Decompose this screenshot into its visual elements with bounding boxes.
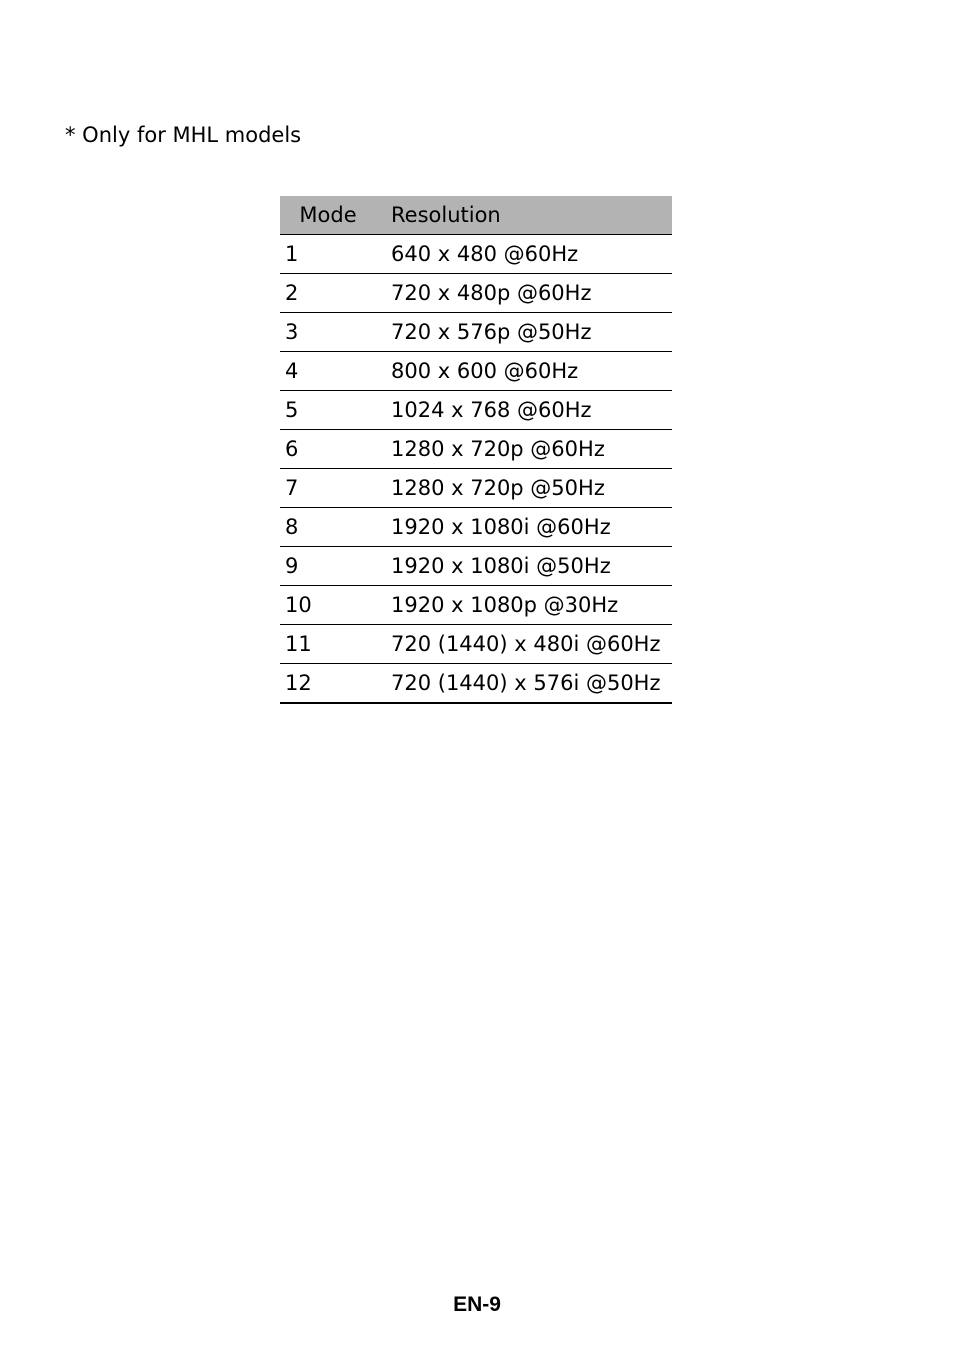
mode-cell: 6 xyxy=(280,430,384,469)
mode-cell: 1 xyxy=(280,235,384,274)
table-row xyxy=(280,547,672,586)
mode-cell: 3 xyxy=(280,313,384,352)
table-row xyxy=(280,313,672,352)
table-row xyxy=(280,235,672,274)
mode-cell: 9 xyxy=(280,547,384,586)
mode-cell: 5 xyxy=(280,391,384,430)
mode-cell: 11 xyxy=(280,625,384,664)
mode-cell: 8 xyxy=(280,508,384,547)
resolution-cell: 1280 x 720p @50Hz xyxy=(384,469,672,508)
mode-cell: 10 xyxy=(280,586,384,625)
table-row xyxy=(280,391,672,430)
resolution-mode-table xyxy=(280,196,672,704)
resolution-cell: 720 (1440) x 576i @50Hz xyxy=(384,664,672,704)
mode-cell: 2 xyxy=(280,274,384,313)
mode-cell: 7 xyxy=(280,469,384,508)
page-number: EN-9 xyxy=(453,1293,501,1316)
resolution-cell: 1920 x 1080i @60Hz xyxy=(384,508,672,547)
resolution-cell: 1920 x 1080i @50Hz xyxy=(384,547,672,586)
resolution-cell: 1280 x 720p @60Hz xyxy=(384,430,672,469)
table-header-row xyxy=(280,196,672,235)
resolution-cell: 720 x 576p @50Hz xyxy=(384,313,672,352)
resolution-cell: 1920 x 1080p @30Hz xyxy=(384,586,672,625)
mode-column-header: Mode xyxy=(280,196,384,235)
table-row xyxy=(280,430,672,469)
mhl-footnote: * Only for MHL models xyxy=(65,123,302,147)
table-row xyxy=(280,469,672,508)
mode-cell: 12 xyxy=(280,664,384,704)
table-row xyxy=(280,664,672,704)
resolution-column-header: Resolution xyxy=(384,196,672,235)
resolution-cell: 640 x 480 @60Hz xyxy=(384,235,672,274)
resolution-cell: 720 x 480p @60Hz xyxy=(384,274,672,313)
mode-cell: 4 xyxy=(280,352,384,391)
table-row xyxy=(280,625,672,664)
resolution-cell: 1024 x 768 @60Hz xyxy=(384,391,672,430)
resolution-cell: 800 x 600 @60Hz xyxy=(384,352,672,391)
table-row xyxy=(280,586,672,625)
table-row xyxy=(280,352,672,391)
table-row xyxy=(280,274,672,313)
table-row xyxy=(280,508,672,547)
resolution-cell: 720 (1440) x 480i @60Hz xyxy=(384,625,672,664)
